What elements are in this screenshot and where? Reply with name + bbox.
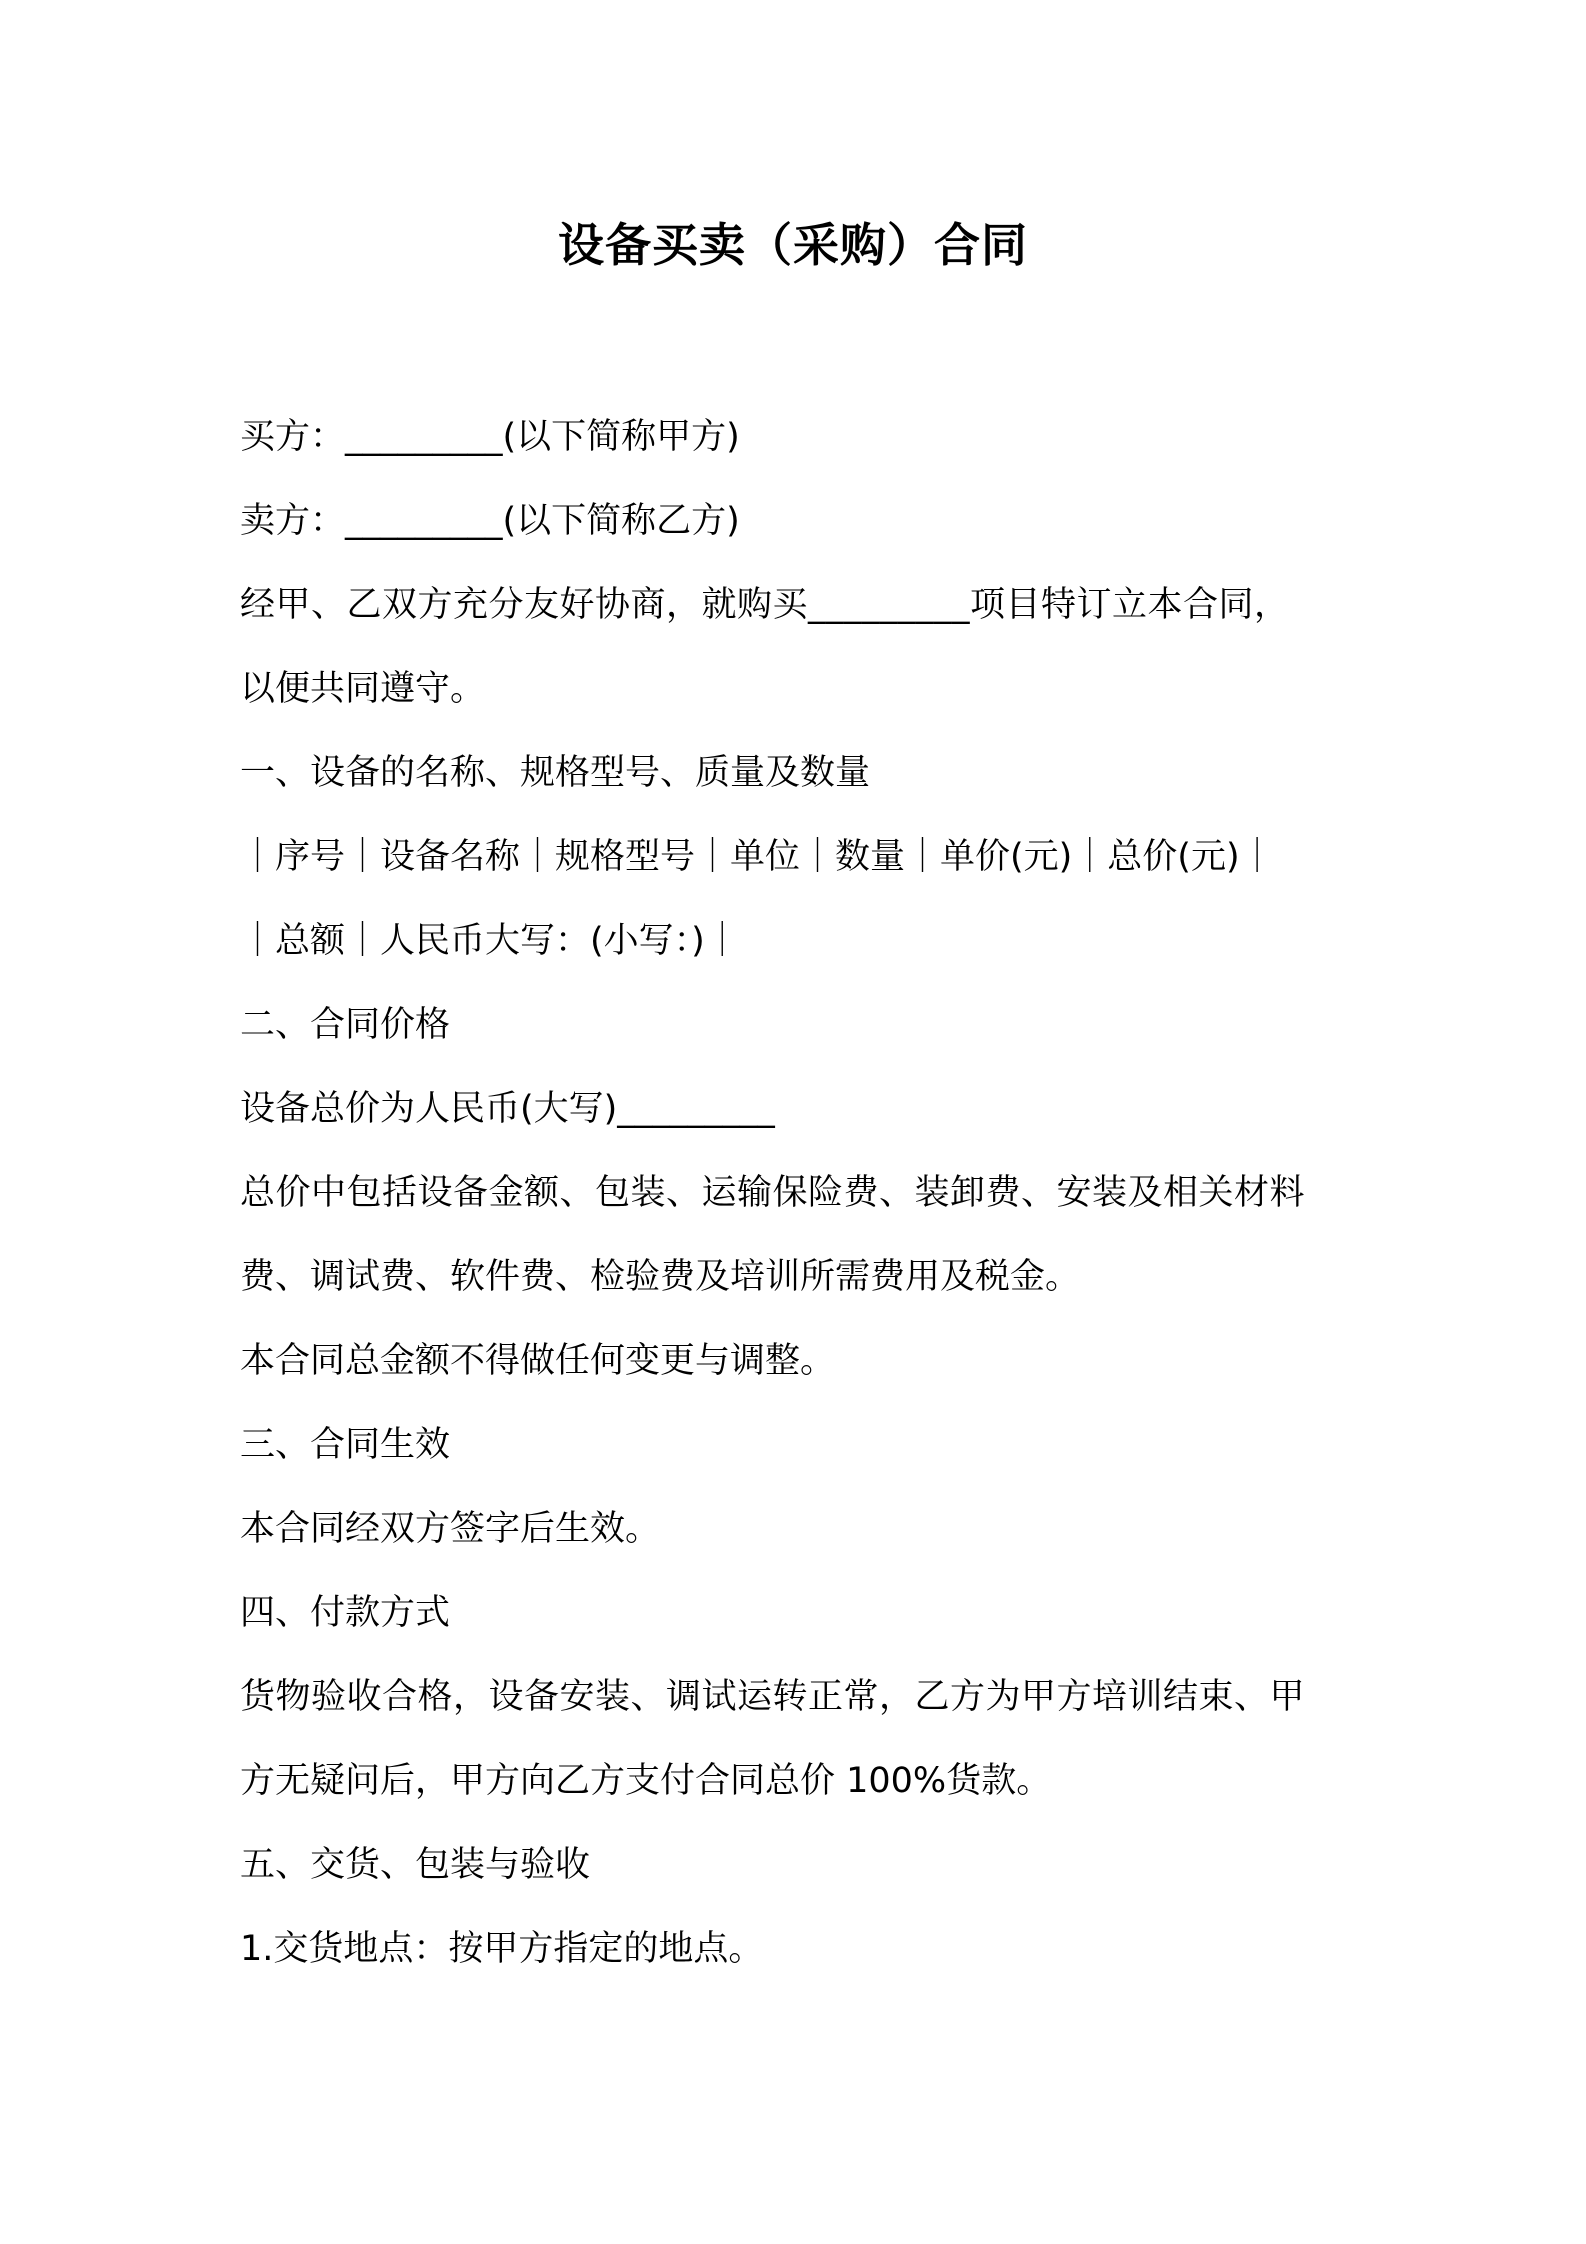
section-5-heading: 五、交货、包装与验收 xyxy=(240,1845,591,1885)
document-title: 设备买卖（采购）合同 xyxy=(558,218,1028,272)
section-1-heading: 一、设备的名称、规格型号、质量及数量 xyxy=(240,753,871,793)
equipment-table-total: ｜总额｜人民币大写：(小写：)｜ xyxy=(240,921,740,961)
section-3-heading: 三、合同生效 xyxy=(240,1425,451,1465)
intro-line-1: 经甲、乙双方充分友好协商，就购买_________项目特订立本合同， xyxy=(240,585,1290,625)
seller-line: 卖方：_________(以下简称乙方) xyxy=(240,501,740,541)
intro-line-2: 以便共同遵守。 xyxy=(240,669,486,709)
price-includes-line-1: 总价中包括设备金额、包装、运输保险费、装卸费、安装及相关材料 xyxy=(240,1173,1306,1213)
delivery-item-1: 1.交货地点：按甲方指定的地点。 xyxy=(240,1929,764,1969)
effect-text: 本合同经双方签字后生效。 xyxy=(240,1509,661,1549)
total-price-line: 设备总价为人民币(大写)_________ xyxy=(240,1089,775,1129)
payment-text-line-1: 货物验收合格，设备安装、调试运转正常，乙方为甲方培训结束、甲 xyxy=(240,1677,1306,1717)
price-includes-line-2: 费、调试费、软件费、检验费及培训所需费用及税金。 xyxy=(240,1257,1081,1297)
section-4-heading: 四、付款方式 xyxy=(240,1593,451,1633)
buyer-line: 买方：_________(以下简称甲方) xyxy=(240,417,740,457)
price-fixed-line: 本合同总金额不得做任何变更与调整。 xyxy=(240,1341,836,1381)
section-2-heading: 二、合同价格 xyxy=(240,1005,451,1045)
payment-text-line-2: 方无疑问后，甲方向乙方支付合同总价 100%货款。 xyxy=(240,1761,1052,1801)
equipment-table-header: ｜序号｜设备名称｜规格型号｜单位｜数量｜单价(元)｜总价(元)｜ xyxy=(240,837,1275,877)
